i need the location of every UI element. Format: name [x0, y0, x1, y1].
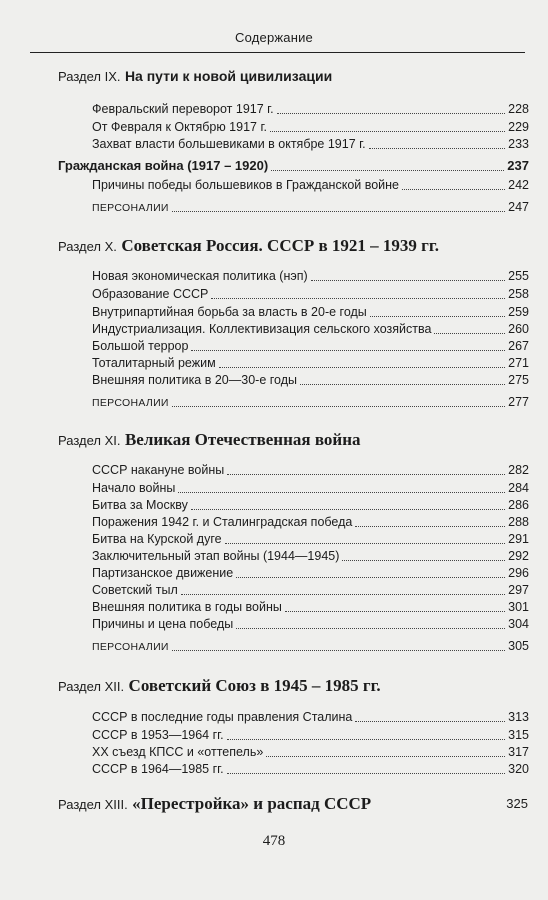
section-title: Великая Отечественная война	[124, 430, 361, 449]
entry-page: 288	[508, 515, 529, 529]
entry-title: СССР в 1964—1985 гг.	[92, 762, 224, 776]
entry-title: Февральский переворот 1917 г.	[92, 102, 274, 116]
entry-title: СССР в 1953—1964 гг.	[92, 728, 224, 742]
entry-title: Партизанское движение	[92, 566, 234, 580]
entry-page: 315	[508, 728, 529, 742]
entry-page: 284	[508, 481, 529, 495]
leader-dots	[355, 721, 505, 722]
toc-entry	[92, 354, 529, 372]
toc-entry	[92, 708, 529, 726]
toc-subsection	[58, 157, 529, 175]
entry-title: Тоталитарный режим	[92, 356, 216, 370]
entry-title: Поражения 1942 г. и Сталинградская победа	[92, 515, 353, 529]
section-heading	[58, 430, 528, 450]
toc-entry-personalia	[92, 637, 529, 656]
entry-title: Советский тыл	[92, 583, 178, 597]
leader-dots	[225, 543, 506, 544]
toc-entry	[92, 176, 529, 194]
section-title: На пути к новой цивилизации	[124, 68, 333, 84]
entry-title: Внешняя политика в 20—30-е годы	[92, 373, 297, 387]
toc-entry	[92, 598, 529, 616]
entry-title: Заключительный этап войны (1944—1945)	[92, 549, 340, 563]
section-label: Раздел X.	[58, 239, 117, 254]
entry-page: 301	[508, 600, 529, 614]
toc-entry	[92, 530, 529, 548]
leader-dots	[178, 492, 505, 493]
entry-page: 286	[508, 498, 529, 512]
toc-entry	[92, 581, 529, 599]
toc-entry	[92, 135, 529, 153]
leader-dots	[266, 756, 505, 757]
leader-dots	[271, 170, 504, 171]
entry-title: СССР в последние годы правления Сталина	[92, 710, 353, 724]
leader-dots	[181, 594, 505, 595]
entry-title: Начало войны	[92, 481, 176, 495]
entry-title: Образование СССР	[92, 287, 209, 301]
entry-title: Внутрипартийная борьба за власть в 20-е годы	[92, 305, 367, 319]
leader-dots	[227, 474, 505, 475]
section-heading	[58, 794, 528, 814]
section-label: Раздел XIII.	[58, 797, 128, 812]
entry-page: 277	[508, 395, 529, 409]
entry-page: 255	[508, 269, 529, 283]
section-heading	[58, 676, 528, 696]
leader-dots	[355, 526, 505, 527]
entry-page: 320	[508, 762, 529, 776]
entry-title: Новая экономическая политика (нэп)	[92, 269, 308, 283]
leader-dots	[402, 189, 505, 190]
entry-page: 296	[508, 566, 529, 580]
entry-title: ПЕРСОНАЛИИ	[92, 397, 169, 409]
toc-entry	[92, 479, 529, 497]
leader-dots	[270, 131, 505, 132]
entry-page: 297	[508, 583, 529, 597]
leader-dots	[227, 773, 505, 774]
entry-title: Индустриализация. Коллективизация сельского хозяйства	[92, 322, 432, 336]
entry-page: 233	[508, 137, 529, 151]
leader-dots	[285, 611, 505, 612]
leader-dots	[172, 211, 505, 212]
toc-entry	[92, 547, 529, 565]
leader-dots	[172, 406, 505, 407]
toc-entry	[92, 285, 529, 303]
entry-page: 260	[508, 322, 529, 336]
leader-dots	[236, 628, 505, 629]
leader-dots	[311, 280, 505, 281]
leader-dots	[211, 298, 505, 299]
section-title: «Перестройка» и распад СССР	[132, 794, 372, 813]
toc-entry	[92, 496, 529, 514]
entry-title: СССР накануне войны	[92, 463, 225, 477]
entry-page: 229	[508, 120, 529, 134]
leader-dots	[227, 739, 505, 740]
toc-entry	[92, 564, 529, 582]
header-rule	[30, 52, 525, 53]
leader-dots	[277, 113, 505, 114]
entry-title: Большой террор	[92, 339, 189, 353]
entry-page: 282	[508, 463, 529, 477]
entry-page: 258	[508, 287, 529, 301]
toc-entry	[92, 726, 529, 744]
entry-page: 305	[508, 639, 529, 653]
section-label: Раздел IX.	[58, 69, 121, 84]
entry-title: Битва на Курской дуге	[92, 532, 222, 546]
entry-title: ПЕРСОНАЛИИ	[92, 202, 169, 214]
entry-page: 259	[508, 305, 529, 319]
toc-entry	[92, 267, 529, 285]
toc-entry	[92, 337, 529, 355]
toc-entry	[92, 303, 529, 321]
toc-entry	[92, 615, 529, 633]
entry-title: От Февраля к Октябрю 1917 г.	[92, 120, 267, 134]
entry-page: 271	[508, 356, 529, 370]
toc-entry	[92, 371, 529, 389]
leader-dots	[219, 367, 505, 368]
subsection-title: Гражданская война (1917 – 1920)	[58, 158, 269, 173]
leader-dots	[434, 333, 505, 334]
entry-title: XX съезд КПСС и «оттепель»	[92, 745, 264, 759]
section-heading	[58, 68, 528, 86]
leader-dots	[342, 560, 505, 561]
section-title: Советская Россия. СССР в 1921 – 1939 гг.	[121, 236, 439, 255]
toc-entry	[92, 100, 529, 118]
entry-title: Причины и цена победы	[92, 617, 234, 631]
entry-title: Захват власти большевиками в октябре 1917 г.	[92, 137, 366, 151]
page-number: 478	[262, 833, 286, 849]
entry-title: Битва за Москву	[92, 498, 188, 512]
toc-entry	[92, 320, 529, 338]
entry-page: 242	[508, 178, 529, 192]
toc-entry	[92, 743, 529, 761]
section-label: Раздел XI.	[58, 433, 121, 448]
entry-page: 313	[508, 710, 529, 724]
entry-page: 228	[508, 102, 529, 116]
leader-dots	[191, 509, 505, 510]
section-title: Советский Союз в 1945 – 1985 гг.	[128, 676, 381, 695]
section-heading	[58, 236, 528, 256]
leader-dots	[172, 650, 505, 651]
leader-dots	[236, 577, 505, 578]
leader-dots	[369, 148, 506, 149]
entry-page: 267	[508, 339, 529, 353]
leader-dots	[370, 316, 505, 317]
toc-entry-personalia	[92, 198, 529, 217]
section-label: Раздел XII.	[58, 679, 125, 694]
toc-entry	[92, 513, 529, 531]
entry-page: 304	[508, 617, 529, 631]
toc-entry	[92, 760, 529, 778]
toc-entry-personalia	[92, 393, 529, 412]
subsection-page: 237	[507, 158, 529, 173]
entry-title: Причины победы большевиков в Гражданской войне	[92, 178, 400, 192]
toc-entry	[92, 118, 529, 136]
entry-page: 275	[508, 373, 529, 387]
running-head: Содержание	[235, 30, 313, 45]
leader-dots	[191, 350, 505, 351]
entry-page: 292	[508, 549, 529, 563]
entry-page: 291	[508, 532, 529, 546]
entry-title: ПЕРСОНАЛИИ	[92, 641, 169, 653]
toc-entry	[92, 461, 529, 479]
leader-dots	[300, 384, 505, 385]
entry-title: Внешняя политика в годы войны	[92, 600, 282, 614]
entry-page: 247	[508, 200, 529, 214]
entry-page: 317	[508, 745, 529, 759]
section-page: 325	[506, 796, 528, 811]
